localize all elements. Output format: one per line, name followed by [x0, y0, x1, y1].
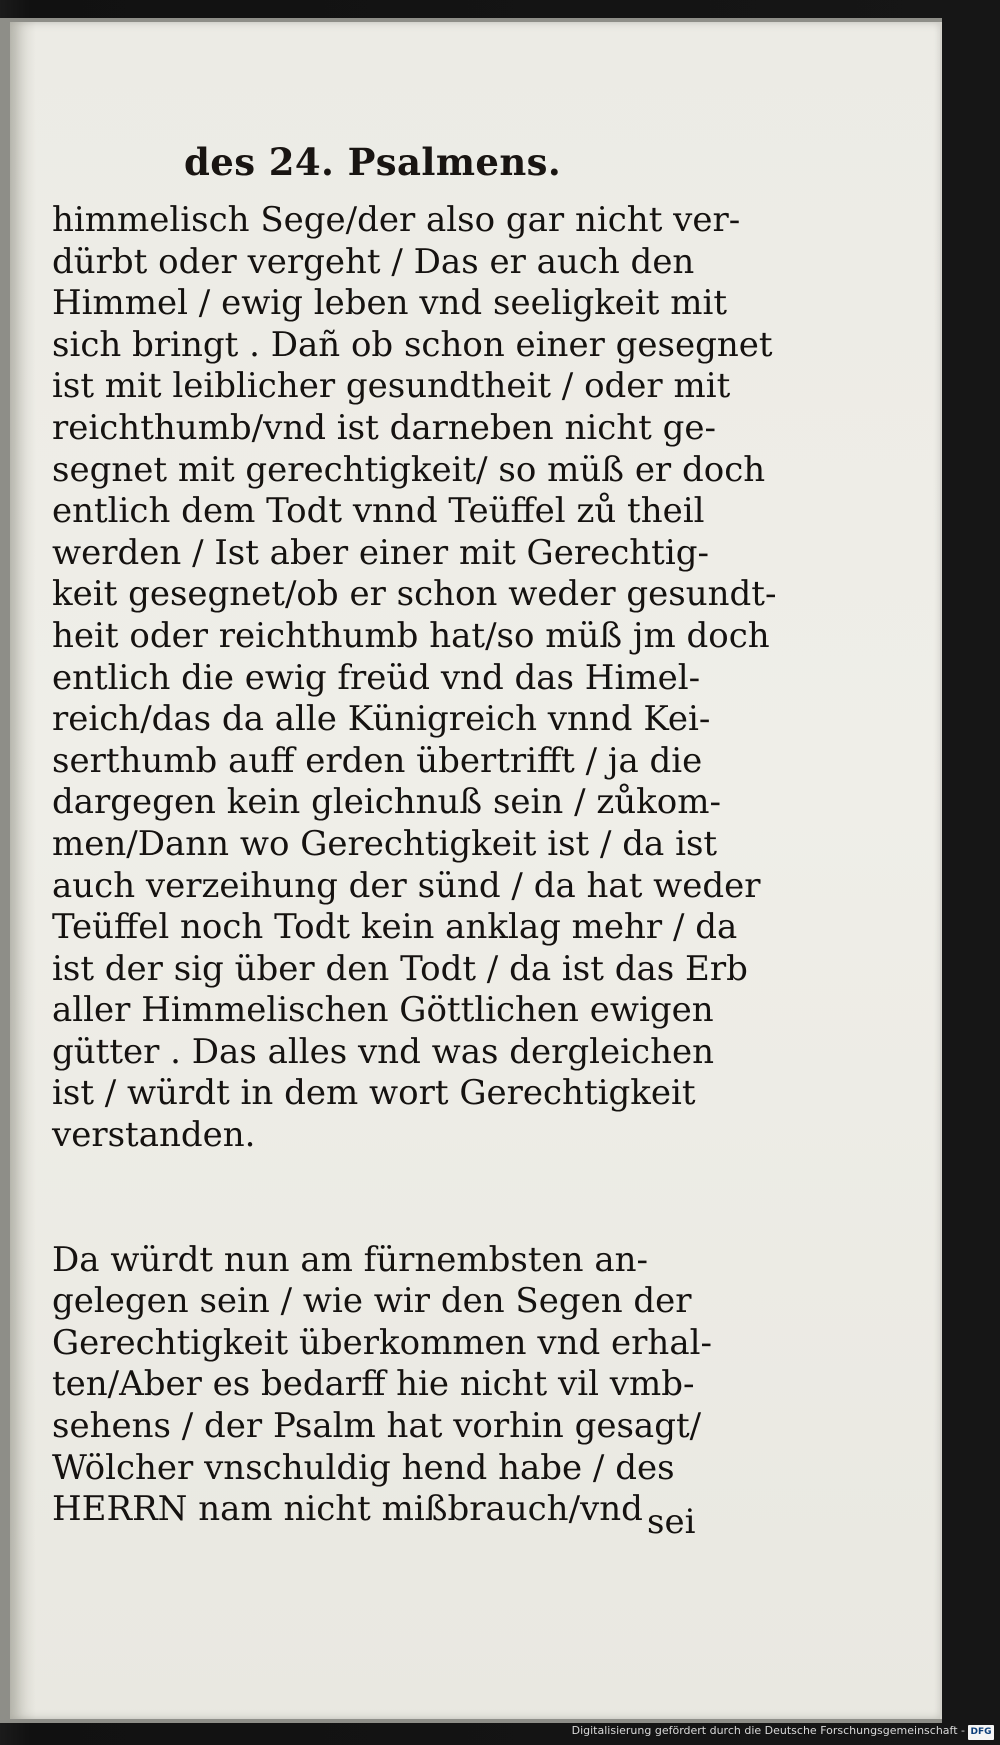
text-line: reichthumb/vnd ist darneben nicht ge- [52, 407, 717, 448]
text-line: segnet mit gerechtigkeit/ so müß er doch [52, 449, 766, 490]
text-line: sehens / der Psalm hat vorhin gesagt/ [52, 1406, 702, 1447]
dfg-logo: DFG [968, 1725, 994, 1740]
text-line: ten/Aber es bedarff hie nicht vil vmb- [52, 1364, 695, 1405]
text-line: verstanden. [52, 1115, 256, 1156]
text-line: auch verzeihung der sünd / da hat weder [52, 865, 761, 906]
text-line: serthumb auff erden übertrifft / ja die [52, 740, 703, 781]
text-line: ist der sig über den Todt / da ist das Erb [52, 948, 748, 989]
text-line: gelegen sein / wie wir den Segen der [52, 1281, 692, 1322]
paragraph-1 [52, 200, 777, 1157]
catchword: sei [647, 1502, 696, 1542]
digitization-credit: Digitalisierung gefördert durch die Deutsche Forschungsgemeinschaft - [571, 1724, 965, 1737]
text-line: Gerechtigkeit überkommen vnd erhal- [52, 1322, 712, 1363]
text-line: Teüffel noch Todt kein anklag mehr / da [52, 907, 738, 948]
text-line: entlich die ewig freüd vnd das Himel- [52, 657, 701, 698]
paragraph-2 [52, 1239, 712, 1531]
text-line: ist / würdt in dem wort Gerechtigkeit [52, 1073, 696, 1114]
text-line: sich bringt . Dañ ob schon einer gesegnet [52, 324, 773, 365]
book-page [10, 22, 942, 1719]
text-line: Da würdt nun am fürnembsten an- [52, 1239, 648, 1280]
running-head: des 24. Psalmens. [184, 140, 562, 184]
text-line: heit oder reichthumb hat/so müß jm doch [52, 615, 770, 656]
text-line: ist mit leiblicher gesundtheit / oder mit [52, 366, 731, 407]
text-line: men/Dann wo Gerechtigkeit ist / da ist [52, 823, 718, 864]
text-line: entlich dem Todt vnnd Teüffel zů theil [52, 491, 705, 532]
text-line: dargegen kein gleichnuß sein / zůkom- [52, 782, 721, 823]
text-line: himmelisch Sege/der also gar nicht ver- [52, 200, 741, 240]
text-line: dürbt oder vergeht / Das er auch den [52, 241, 695, 282]
text-line: Himmel / ewig leben vnd seeligkeit mit [52, 283, 728, 324]
main-text [52, 200, 777, 1531]
text-line: Wölcher vnschuldig hend habe / des [52, 1447, 675, 1488]
text-line: HERRN nam nicht mißbrauch/vnd [52, 1489, 643, 1530]
paragraph-spacing [52, 1157, 694, 1240]
text-line: aller Himmelischen Göttlichen ewigen [52, 990, 714, 1031]
text-line: werden / Ist aber einer mit Gerechtig- [52, 532, 709, 573]
text-line: keit gesegnet/ob er schon weder gesundt- [52, 574, 777, 615]
text-line: reich/das da alle Künigreich vnnd Kei- [52, 699, 711, 740]
text-line: gütter . Das alles vnd was dergleichen [52, 1031, 715, 1072]
